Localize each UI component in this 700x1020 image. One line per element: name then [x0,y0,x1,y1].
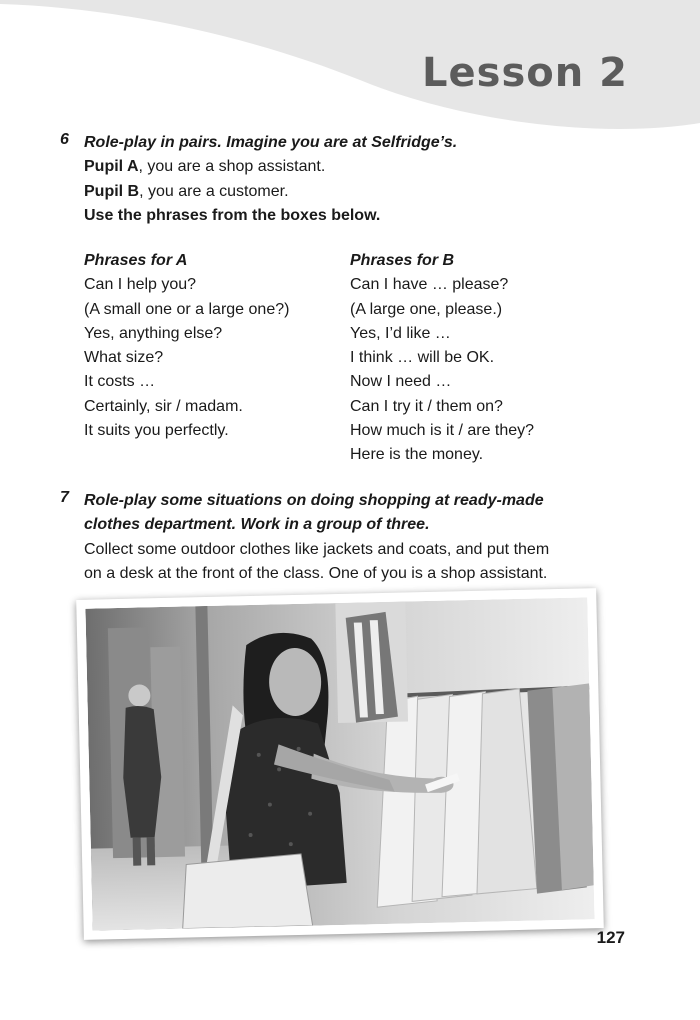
pupil-b-line [84,180,620,204]
phrase-b-item: I think … will be OK. [350,349,495,367]
exercise-7 [60,489,620,586]
phrase-b-item: Now I need … [350,373,452,391]
phrases-for-a-heading: Phrases for A [84,252,188,269]
exercise-body-line: Collect some outdoor clothes like jackets and coats, and put them [84,540,550,558]
phrase-b-item: Can I try it / them on? [350,397,503,415]
page-number: 127 [596,928,625,947]
exercise-number: 7 [60,489,69,506]
phrase-b-item: Here is the money. [350,446,484,464]
phrase-b-item: Yes, I’d like … [350,324,451,342]
phrase-b-item: (A large one, please.) [350,300,503,318]
lesson-title: Lesson 2 [422,50,628,96]
phrase-b-item: Can I have … please? [350,276,509,294]
exercise-instruction-line: clothes department. Work in a group of three. [84,516,430,534]
pupil-b-text: , you are a customer. [139,182,289,200]
exercise-instruction-line: Role-play some situations on doing shopping at ready-made [84,492,544,509]
phrase-a-item: Certainly, sir / madam. [84,397,243,415]
phrase-a-item: Can I help you? [84,276,197,294]
phrase-a-item: (A small one or a large one?) [84,300,290,318]
photo-image [85,597,594,930]
phrase-a-item: Yes, anything else? [84,324,223,342]
phrases-for-b-column [350,249,534,468]
exercise-6 [60,131,620,228]
pupil-a-line [84,155,620,179]
exercise-number: 6 [60,131,69,148]
phrases-for-a-column [84,249,289,443]
shopping-photo [76,588,604,940]
photo-illustration [85,597,594,930]
use-phrases-instruction: Use the phrases from the boxes below. [84,206,381,224]
exercise-body-line: on a desk at the front of the class. One of you is a shop assistant. [84,564,548,582]
pupil-a-label: Pupil A [84,158,139,176]
exercise-instruction: Role-play in pairs. Imagine you are at Selfridge’s. [84,134,458,151]
phrase-a-item: It suits you perfectly. [84,422,229,440]
phrase-a-item: It costs … [84,373,156,391]
phrases-for-b-heading: Phrases for B [350,252,455,269]
phrase-b-item: How much is it / are they? [350,422,535,440]
pupil-b-label: Pupil B [84,182,140,200]
pupil-a-text: , you are a shop assistant. [138,158,326,176]
phrase-a-item: What size? [84,349,164,367]
